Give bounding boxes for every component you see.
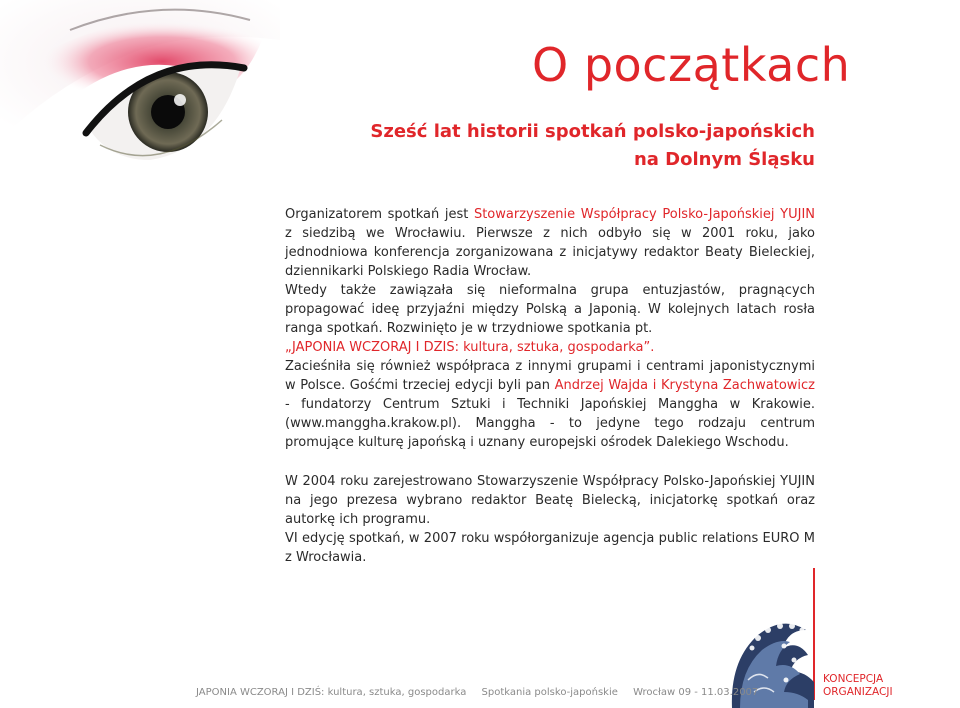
footer-event-title: JAPONIA WCZORAJ I DZIŚ: kultura, sztuka, gospodarka (196, 687, 467, 698)
event-name: „JAPONIA WCZORAJ I DZIS: kultura, sztuka, gospodarka”. (285, 340, 655, 355)
paragraph-sixth-edition: VI edycję spotkań, w 2007 roku współorganizuje agencja public relations EURO M z Wrocławia. (285, 531, 815, 565)
text: z siedzibą we Wrocławiu. Pierwsze z nich odbyło się w 2001 roku, jako jednodniowa konferencja zorganizowana z inicjatywy redaktor Beaty Bieleckiej, dziennikarki Polskiego Radia Wrocław. (285, 226, 815, 279)
paragraph-registration: W 2004 roku zarejestrowano Stowarzyszenie Współpracy Polsko-Japońskiej YUJIN na jego prezesa wybrano redaktor Beatę Bielecką, inicjatorkę spotkań oraz autorkę ich programu. (285, 474, 815, 527)
article-body (285, 205, 815, 567)
page-title: O początkach (532, 38, 851, 92)
org-line-2: ORGANIZACJI (823, 686, 893, 698)
subtitle-line-1: Sześć lat historii spotkań polsko-japońskich (370, 121, 815, 142)
org-line-1: KONCEPCJA (823, 673, 884, 685)
text: Zacieśniła się również współpraca z innymi grupami i centrami japonistycznymi w Polsce. Gośćmi trzeciej edycji byli pan (285, 359, 815, 393)
text: - fundatorzy Centrum Sztuki i Techniki Japońskiej Manggha w Krakowie. (www.manggha.krakow.pl). Manggha - to jedyne tego rodzaju centrum promujące kulturę japońską i uznany europejski ośrodek Dalekiego Wschodu. (285, 397, 815, 450)
guest-names: Andrzej Wajda i Krystyna Zachwatowicz (554, 378, 815, 393)
text: Organizatorem spotkań jest (285, 207, 474, 222)
page-subtitle (370, 118, 815, 174)
organizer-label (823, 673, 893, 699)
footer-event-dates: Wrocław 09 - 11.03.2007 (633, 687, 759, 698)
geisha-eye-image (0, 0, 280, 200)
yujin-association-link: Stowarzyszenie Współpracy Polsko-Japońskiej YUJIN (473, 207, 816, 222)
subtitle-line-2: na Dolnym Śląsku (633, 149, 815, 170)
paragraph-group: Wtedy także zawiązała się nieformalna grupa entuzjastów, pragnących propagować ideę przyjaźni między Polską a Japonią. W kolejnych latach rosła ranga spotkań. Rozwinięto je w trzydniowe spotkania pt. (285, 283, 815, 336)
footer (196, 687, 770, 698)
paragraph-intro (285, 205, 815, 281)
paragraph-cooperation (285, 357, 815, 452)
footer-event-subtitle: Spotkania polsko-japońskie (481, 687, 618, 698)
